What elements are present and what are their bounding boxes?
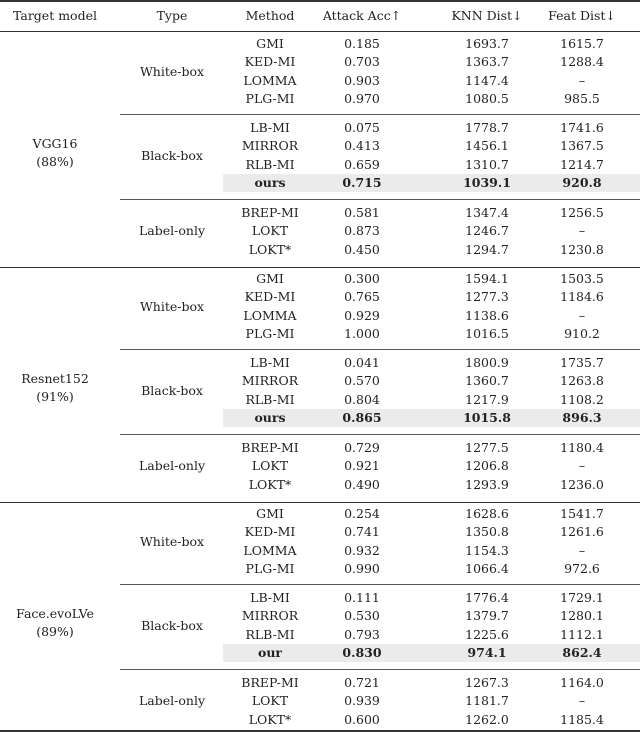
attack-acc: 0.741 bbox=[344, 524, 380, 540]
feat-dist: – bbox=[578, 307, 586, 323]
attack-type: Black-box bbox=[141, 147, 203, 163]
feat-dist: 1741.6 bbox=[560, 119, 604, 135]
knn-dist: 1776.4 bbox=[465, 589, 509, 605]
column-header: Target model bbox=[13, 7, 97, 23]
knn-dist: 1363.7 bbox=[465, 54, 509, 70]
column-header: Attack Acc↑ bbox=[322, 7, 402, 23]
block-separator bbox=[0, 502, 640, 503]
method-name: RLB-MI bbox=[245, 391, 295, 407]
target-model-accuracy: (88%) bbox=[36, 153, 74, 169]
method-name: GMI bbox=[256, 35, 284, 51]
knn-dist: 1628.6 bbox=[465, 505, 509, 521]
attack-type: Label-only bbox=[138, 458, 206, 474]
method-name: RLB-MI bbox=[245, 626, 295, 642]
feat-dist: 1263.8 bbox=[560, 373, 604, 389]
attack-acc: 0.703 bbox=[344, 54, 380, 70]
knn-dist: 974.1 bbox=[467, 644, 507, 660]
method-name: LOKT* bbox=[248, 476, 292, 492]
attack-acc: 0.903 bbox=[344, 72, 380, 88]
feat-dist: 1503.5 bbox=[560, 270, 604, 286]
knn-dist: 1181.7 bbox=[465, 693, 509, 709]
knn-dist: 1293.9 bbox=[465, 476, 509, 492]
attack-acc: 0.830 bbox=[342, 644, 382, 660]
column-header: Type bbox=[156, 7, 188, 23]
method-name: ours bbox=[254, 409, 286, 425]
method-name: BREP-MI bbox=[241, 674, 299, 690]
attack-type: Label-only bbox=[138, 693, 206, 709]
method-name: our bbox=[257, 644, 283, 660]
group-separator bbox=[120, 669, 640, 670]
group-separator bbox=[120, 114, 640, 115]
feat-dist: 1367.5 bbox=[560, 138, 604, 154]
feat-dist: – bbox=[578, 458, 586, 474]
attack-acc: 0.921 bbox=[344, 458, 380, 474]
method-name: LOKT* bbox=[248, 711, 292, 727]
attack-acc: 0.970 bbox=[344, 90, 380, 106]
feat-dist: 1541.7 bbox=[560, 505, 604, 521]
feat-dist: 1236.0 bbox=[560, 476, 604, 492]
knn-dist: 1246.7 bbox=[465, 223, 509, 239]
method-name: GMI bbox=[256, 505, 284, 521]
target-model-name: Face.evoLVe bbox=[16, 605, 94, 621]
attack-acc: 0.490 bbox=[344, 476, 380, 492]
attack-acc: 0.765 bbox=[344, 289, 380, 305]
attack-acc: 0.729 bbox=[344, 439, 380, 455]
method-name: PLG-MI bbox=[245, 90, 295, 106]
method-name: LOKT bbox=[251, 223, 289, 239]
method-name: MIRROR bbox=[241, 608, 299, 624]
knn-dist: 1456.1 bbox=[465, 138, 509, 154]
method-name: LOKT* bbox=[248, 241, 292, 257]
method-name: BREP-MI bbox=[241, 204, 299, 220]
feat-dist: 1164.0 bbox=[560, 674, 604, 690]
column-header: KNN Dist↓ bbox=[451, 7, 523, 23]
group-separator bbox=[120, 434, 640, 435]
attack-acc: 0.939 bbox=[344, 693, 380, 709]
feat-dist: – bbox=[578, 72, 586, 88]
target-model-name: Resnet152 bbox=[21, 370, 89, 386]
target-model-accuracy: (91%) bbox=[36, 388, 74, 404]
feat-dist: 1214.7 bbox=[560, 156, 604, 172]
feat-dist: 910.2 bbox=[564, 325, 600, 341]
attack-acc: 0.929 bbox=[344, 307, 380, 323]
knn-dist: 1039.1 bbox=[463, 174, 511, 190]
attack-acc: 0.530 bbox=[344, 608, 380, 624]
method-name: LOMMA bbox=[243, 72, 297, 88]
attack-acc: 0.413 bbox=[344, 138, 380, 154]
knn-dist: 1066.4 bbox=[465, 560, 509, 576]
feat-dist: – bbox=[578, 223, 586, 239]
knn-dist: 1147.4 bbox=[465, 72, 509, 88]
group-separator bbox=[120, 349, 640, 350]
attack-acc: 0.865 bbox=[342, 409, 382, 425]
feat-dist: – bbox=[578, 542, 586, 558]
attack-acc: 0.804 bbox=[344, 391, 380, 407]
feat-dist: 1108.2 bbox=[560, 391, 604, 407]
method-name: ours bbox=[254, 174, 286, 190]
attack-acc: 0.570 bbox=[344, 373, 380, 389]
feat-dist: 1729.1 bbox=[560, 589, 604, 605]
target-model-accuracy: (89%) bbox=[36, 623, 74, 639]
feat-dist: 1261.6 bbox=[560, 524, 604, 540]
knn-dist: 1138.6 bbox=[465, 307, 509, 323]
attack-type: White-box bbox=[139, 63, 205, 79]
feat-dist: 1230.8 bbox=[560, 241, 604, 257]
method-name: GMI bbox=[256, 270, 284, 286]
knn-dist: 1225.6 bbox=[465, 626, 509, 642]
knn-dist: 1594.1 bbox=[465, 270, 509, 286]
attack-acc: 0.075 bbox=[344, 119, 380, 135]
feat-dist: 1615.7 bbox=[560, 35, 604, 51]
group-separator bbox=[120, 584, 640, 585]
attack-type: Label-only bbox=[138, 223, 206, 239]
attack-type: Black-box bbox=[141, 617, 203, 633]
column-header: Method bbox=[245, 7, 295, 23]
attack-acc: 0.721 bbox=[344, 674, 380, 690]
attack-acc: 0.185 bbox=[344, 35, 380, 51]
knn-dist: 1778.7 bbox=[465, 119, 509, 135]
knn-dist: 1015.8 bbox=[463, 409, 511, 425]
attack-acc: 0.932 bbox=[344, 542, 380, 558]
feat-dist: 985.5 bbox=[564, 90, 600, 106]
feat-dist: 1184.6 bbox=[560, 289, 604, 305]
method-name: KED-MI bbox=[244, 524, 296, 540]
method-name: LOMMA bbox=[243, 307, 297, 323]
knn-dist: 1379.7 bbox=[465, 608, 509, 624]
feat-dist: 1280.1 bbox=[560, 608, 604, 624]
top-rule bbox=[0, 0, 640, 2]
attack-acc: 1.000 bbox=[344, 325, 380, 341]
attack-type: Black-box bbox=[141, 382, 203, 398]
feat-dist: 1735.7 bbox=[560, 354, 604, 370]
group-separator bbox=[120, 199, 640, 200]
attack-acc: 0.715 bbox=[342, 174, 382, 190]
knn-dist: 1693.7 bbox=[465, 35, 509, 51]
feat-dist: 862.4 bbox=[562, 644, 602, 660]
method-name: MIRROR bbox=[241, 373, 299, 389]
method-name: BREP-MI bbox=[241, 439, 299, 455]
feat-dist: 1185.4 bbox=[560, 711, 604, 727]
feat-dist: 1256.5 bbox=[560, 204, 604, 220]
header-rule bbox=[0, 31, 640, 32]
knn-dist: 1800.9 bbox=[465, 354, 509, 370]
method-name: PLG-MI bbox=[245, 560, 295, 576]
knn-dist: 1360.7 bbox=[465, 373, 509, 389]
feat-dist: – bbox=[578, 693, 586, 709]
attack-type: White-box bbox=[139, 298, 205, 314]
feat-dist: 1112.1 bbox=[560, 626, 604, 642]
attack-acc: 0.793 bbox=[344, 626, 380, 642]
attack-acc: 0.111 bbox=[344, 589, 380, 605]
knn-dist: 1294.7 bbox=[465, 241, 509, 257]
bottom-rule bbox=[0, 730, 640, 732]
method-name: LB-MI bbox=[250, 119, 290, 135]
feat-dist: 920.8 bbox=[562, 174, 602, 190]
feat-dist: 1180.4 bbox=[560, 439, 604, 455]
knn-dist: 1206.8 bbox=[465, 458, 509, 474]
method-name: LB-MI bbox=[250, 354, 290, 370]
feat-dist: 1288.4 bbox=[560, 54, 604, 70]
attack-acc: 0.600 bbox=[344, 711, 380, 727]
method-name: PLG-MI bbox=[245, 325, 295, 341]
knn-dist: 1277.5 bbox=[465, 439, 509, 455]
method-name: LOMMA bbox=[243, 542, 297, 558]
knn-dist: 1350.8 bbox=[465, 524, 509, 540]
feat-dist: 896.3 bbox=[562, 409, 602, 425]
block-separator bbox=[0, 267, 640, 268]
attack-acc: 0.041 bbox=[344, 354, 380, 370]
knn-dist: 1267.3 bbox=[465, 674, 509, 690]
method-name: KED-MI bbox=[244, 289, 296, 305]
target-model-name: VGG16 bbox=[32, 135, 78, 151]
method-name: MIRROR bbox=[241, 138, 299, 154]
knn-dist: 1154.3 bbox=[465, 542, 509, 558]
method-name: LOKT bbox=[251, 693, 289, 709]
attack-acc: 0.990 bbox=[344, 560, 380, 576]
method-name: KED-MI bbox=[244, 54, 296, 70]
method-name: RLB-MI bbox=[245, 156, 295, 172]
knn-dist: 1277.3 bbox=[465, 289, 509, 305]
knn-dist: 1310.7 bbox=[465, 156, 509, 172]
method-name: LOKT bbox=[251, 458, 289, 474]
knn-dist: 1347.4 bbox=[465, 204, 509, 220]
attack-acc: 0.873 bbox=[344, 223, 380, 239]
attack-type: White-box bbox=[139, 533, 205, 549]
knn-dist: 1080.5 bbox=[465, 90, 509, 106]
column-header: Feat Dist↓ bbox=[548, 7, 616, 23]
feat-dist: 972.6 bbox=[564, 560, 600, 576]
knn-dist: 1262.0 bbox=[465, 711, 509, 727]
knn-dist: 1016.5 bbox=[465, 325, 509, 341]
attack-acc: 0.581 bbox=[344, 204, 380, 220]
attack-acc: 0.450 bbox=[344, 241, 380, 257]
method-name: LB-MI bbox=[250, 589, 290, 605]
knn-dist: 1217.9 bbox=[465, 391, 509, 407]
attack-acc: 0.659 bbox=[344, 156, 380, 172]
attack-acc: 0.254 bbox=[344, 505, 380, 521]
attack-acc: 0.300 bbox=[344, 270, 380, 286]
